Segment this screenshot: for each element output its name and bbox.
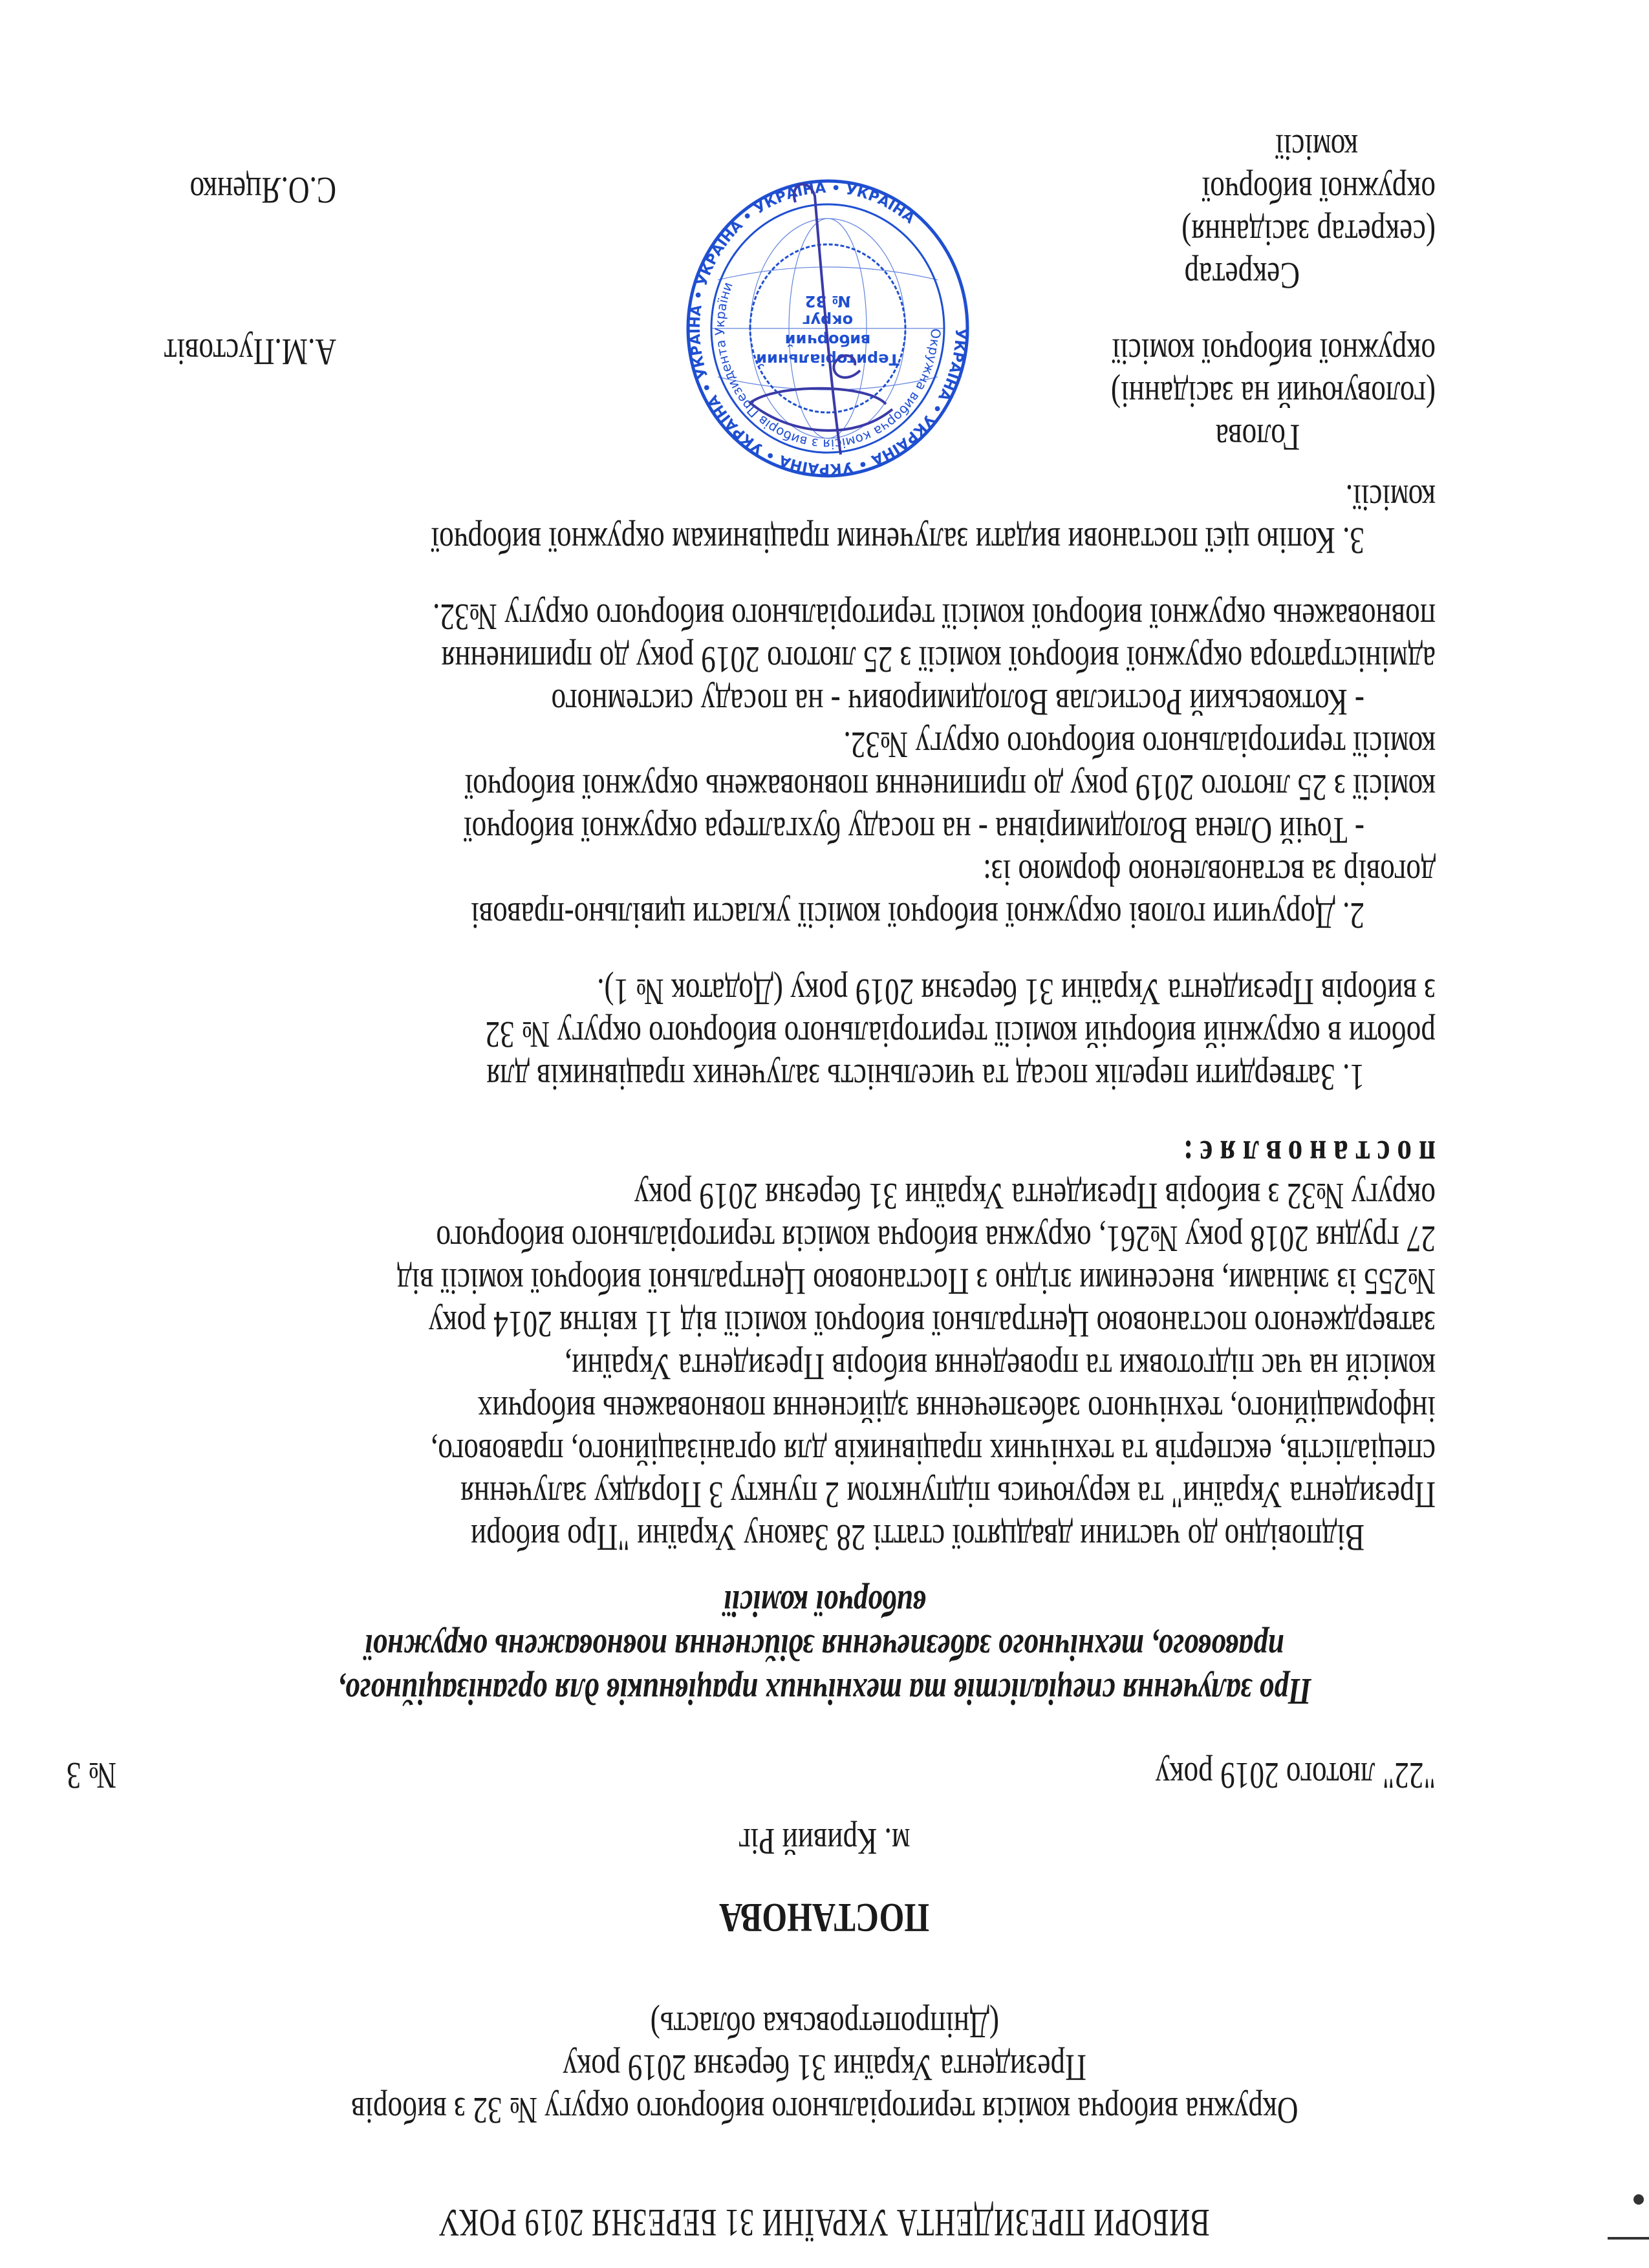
org-line-2: Президента України 31 березня 2019 року (563, 2047, 1086, 2089)
svg-text:Територіальний: Територіальний (756, 350, 900, 369)
resolves-label: постановляє: (1176, 1133, 1436, 1175)
secretary-title: Секретар (1184, 255, 1300, 297)
item-1-line: роботи в окружній виборчій комісії територіального виборчого округу № 32 (485, 1014, 1436, 1056)
preamble-line: 27 грудня 2018 року №261, окружна виборча комісія територіального виборчого (436, 1218, 1436, 1260)
preamble-line: Президента України" та керуючись підпунктом 2 пункту 3 Порядку залучення (460, 1474, 1436, 1516)
preamble-line: затвердженого постановою Центральної виборчої комісії від 11 квітня 2014 року (428, 1303, 1436, 1345)
item-1-line: з виборів Президента України 31 березня 2019 року (Додаток № 1). (597, 971, 1436, 1013)
item-2-line: 2. Доручити голові окружної виборчої комісії укласти цивільно-правові (471, 895, 1364, 937)
official-seal (685, 177, 970, 480)
item-2-sub-1-line: комісії територіального виборчого округу №32. (843, 724, 1436, 766)
city: м. Кривий Ріг (738, 1821, 911, 1863)
secretary-org-2: комісії (1275, 127, 1358, 169)
item-2-sub-2-line: адміністратора окружної виборчої комісії з 25 лютого 2019 року до припинення (441, 639, 1436, 681)
title-line-1: Про залучення спеціалістів та технічних працівників для організаційного, (338, 1671, 1311, 1713)
preamble-line: спеціалістів, експертів та технічних працівників для організаційного, правового, (430, 1431, 1436, 1473)
preamble-line: комісій на час підготовки та проведення виборів Президента України, (564, 1346, 1436, 1388)
chair-name: А.М.Пустовіт (164, 331, 336, 373)
chair-title: Голова (1215, 416, 1300, 458)
election-title: ВИБОРИ ПРЕЗИДЕНТА УКРАЇНИ 31 БЕРЕЗНЯ 2019 РОКУ (438, 2201, 1211, 2244)
secretary-name: С.О.Яценко (189, 169, 336, 211)
svg-text:округ: округ (802, 312, 854, 330)
preamble-line: інформаційного, технічного забезпечення здійснення повноважень виборчих (477, 1389, 1436, 1431)
preamble-line: №255 із змінами, внесеними згідно з Постановою Центральної виборчої комісії від (396, 1261, 1436, 1303)
item-2-sub-1-line: комісії з 25 лютого 2019 року до припинення повноважень окружної виборчої (464, 767, 1436, 809)
item-1-line: 1. Затвердити перелік посад та чисельність залучених працівників для (486, 1056, 1364, 1098)
doc-type: ПОСТАНОВА (719, 1895, 930, 1941)
item-2-sub-1-line: - Точій Олена Володимирівна - на посаду бухгалтера окружної виборчої (464, 809, 1364, 851)
doc-number: № 3 (66, 1755, 116, 1797)
secretary-role: (секретар засідання) (1181, 212, 1436, 254)
chair-org: окружної виборчої комісії (1112, 331, 1436, 373)
org-line-1: Окружна виборча комісія територіального виборчого округу № 32 з виборів (350, 2090, 1299, 2132)
preamble-line: Відповідно до частини двадцятої статті 28 Закону України "Про вибори (470, 1517, 1364, 1559)
item-2-sub-2-line: повноважень окружної виборчої комісії територіального виборчого округу №32. (433, 596, 1436, 638)
title-line-2: правового, технічного забезпечення здійснення повноважень окружної (365, 1627, 1284, 1669)
seal-ring-text: Окружна виборча комісія з виборів Президента України (711, 280, 944, 453)
item-3-line: 3. Копію цієї постанови видати залученим працівникам окружної виборчої (431, 520, 1364, 562)
item-2-line: договір за встановленою формою із: (983, 852, 1436, 894)
org-line-3: (Дніпропетровська область) (650, 2004, 999, 2046)
svg-text:№ 32: № 32 (804, 292, 851, 310)
doc-date: "22" лютого 2019 року (1155, 1755, 1436, 1797)
svg-text:виборчий: виборчий (784, 331, 871, 349)
item-3-line: комісії. (1345, 477, 1436, 519)
chair-role: (головуючий на засіданні) (1110, 374, 1436, 416)
seal-outer-text: УКРАЇНА • УКРАЇНА • УКРАЇНА • УКРАЇНА • УКРАЇНА • УКРАЇНА • УКРАЇНА • УКРАЇНА (687, 180, 969, 477)
secretary-org: окружної виборчої (1202, 169, 1436, 211)
title-line-3: виборчої комісії (723, 1583, 926, 1625)
item-2-sub-2-line: - Котковський Ростислав Володимирович - на посаду системного (551, 681, 1364, 723)
preamble-line: округу №32 з виборів Президента України 31 березня 2019 року (634, 1175, 1436, 1217)
